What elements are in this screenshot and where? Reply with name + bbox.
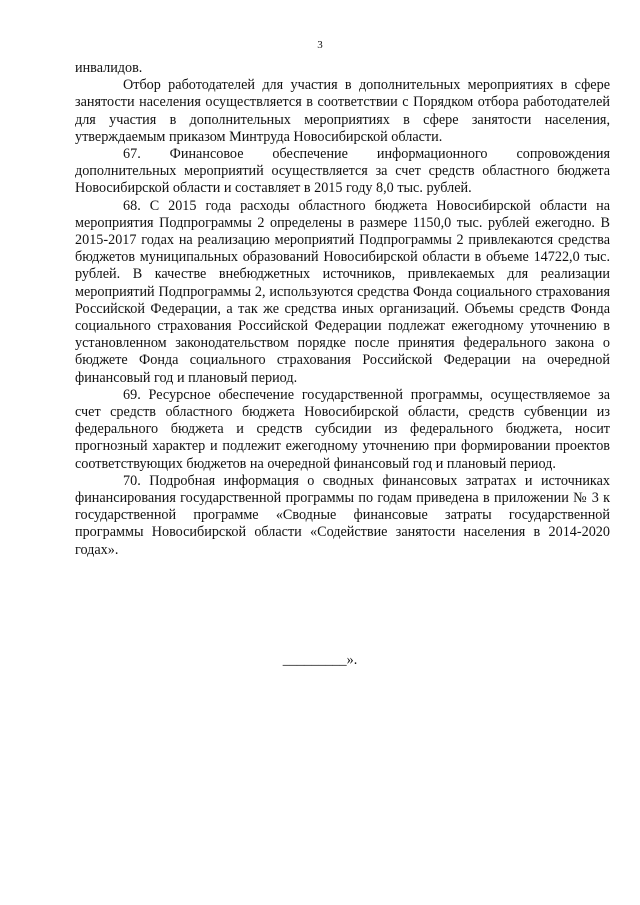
- paragraph-employer-selection: Отбор работодателей для участия в дополнительных мероприятиях в сфере занятости населения осуществляется в соответствии с Порядком отбора работодателей для участия в дополнительных мероприятиях в сфере занятости населения, утверждаемым приказом Минтруда Новосибирской области.: [75, 77, 610, 145]
- document-body: [75, 60, 610, 559]
- paragraph-67: 67. Финансовое обеспечение информационного сопровождения дополнительных мероприятий осуществляется за счет средств областного бюджета Новосибирской области и составляет в 2015 году 8,0 тыс. рублей.: [75, 146, 610, 197]
- paragraph-69: 69. Ресурсное обеспечение государственной программы, осуществляемое за счет средств областного бюджета Новосибирской области, средств субвенции из федерального бюджета и средств субсидии из федерального бюджета, носит прогнозный характер и подлежит ежегодному уточнению при формировании проектов соответствующих бюджетов на очередной финансовый год и плановый период.: [75, 386, 610, 472]
- page-number: 3: [317, 39, 323, 51]
- paragraph-68: 68. С 2015 года расходы областного бюджета Новосибирской области на мероприятия Подпрограммы 2 определены в размере 1150,0 тыс. рублей ежегодно. В 2015-2017 годах на реализацию мероприятий Подпрограммы 2 привлекаются средства бюджетов муниципальных образований Новосибирской области в объеме 14722,0 тыс. рублей. В качестве внебюджетных источников, привлекаемых для реализации мероприятий Подпрограммы 2, используются средства Фонда социального страхования Российской Федерации, а так же средства иных организаций. Объемы средств Фонда социального страхования Российской Федерации подлежат ежегодному уточнению в установленном законодательством порядке после принятия федерального закона о бюджете Фонда социального страхования Российской Федерации на очередной финансовый год и плановый период.: [75, 197, 610, 386]
- paragraph-continuation: инвалидов.: [75, 60, 143, 76]
- closing-line: _________».: [282, 652, 358, 668]
- paragraph-70: 70. Подробная информация о сводных финансовых затратах и источниках финансирования государственной программы по годам приведена в приложении № 3 к государственной программе «Сводные финансовые затраты государственной программы Новосибирской области «Содействие занятости населения в 2014-2020 годах».: [75, 472, 610, 558]
